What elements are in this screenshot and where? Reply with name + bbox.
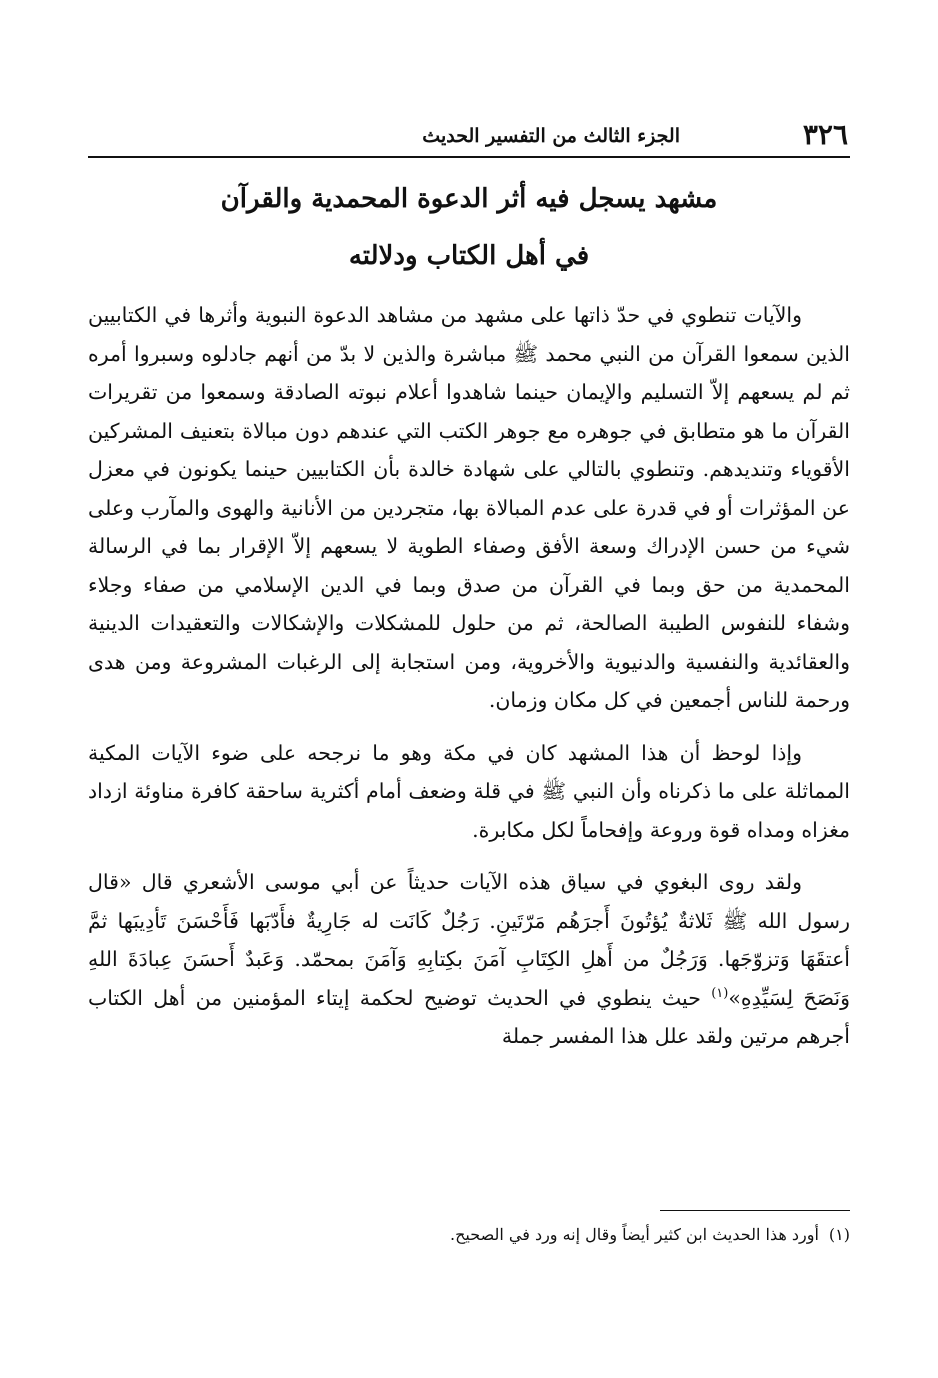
section-title-line-2: في أهل الكتاب ودلالته	[348, 241, 590, 271]
paragraph-3-text-a: ولقد روى البغوي في سياق هذه الآيات حديثاً عن أبي موسى الأشعري قال «قال رسول الله ﷺ ثَلاثةٌ يُؤتُونَ أَجرَهُم مَرّتَينِ. رَجُلٌ كَانَت له جَارِيةٌ فأَدّبَها فَأَحْسَنَ تَأدِيبَها ثمَّ أعتقَهَا وَتزوّجَها. وَرَجُلٌ من أَهلِ الكِتَابِ آمَنَ بكِتابِهِ وَآمَنَ بمحمّد. وَعَبدٌ أَحسَنَ عِبادَةَ اللهِ وَنَصَحَ لِسَيِّدِهِ»	[88, 870, 850, 1010]
running-title: الجزء الثالث من التفسير الحديث	[422, 125, 680, 147]
paragraph-3	[88, 863, 850, 1056]
page-number: ٣٢٦	[802, 118, 848, 151]
section-title-line-1: مشهد يسجل فيه أثر الدعوة المحمدية والقرآن	[220, 184, 718, 214]
footnote-separator	[660, 1210, 850, 1211]
paragraph-1: والآيات تنطوي في حدّ ذاتها على مشهد من مشاهد الدعوة النبوية وأثرها في الكتابيين الذين سمعوا القرآن من النبي محمد ﷺ مباشرة والذين لا بدّ من أنهم جادلوه وسبروا أمره ثم لم يسعهم إلاّ التسليم والإيمان حينما شاهدوا أعلام نبوته الصادقة وسمعوا من تقريرات القرآن ما هو متطابق في جوهره مع جوهر الكتب التي عندهم دون مبالاة بتعنيف المشركين الأقوياء وتنديدهم. وتنطوي بالتالي على شهادة خالدة بأن الكتابيين حينما يكونون في معزل عن المؤثرات أو في قدرة على عدم المبالاة بها، متجردين من الأنانية والهوى والمآرب وعلى شيء من حسن الإدراك وسعة الأفق وصفاء الطوية لا يسعهم إلاّ الإقرار بما في الرسالة المحمدية من حق وبما في القرآن من صدق وبما في الدين الإسلامي من صفاء وجلاء وشفاء للنفوس الطيبة الصالحة، ثم من حلول للمشكلات والإشكالات والتعقيدات الدينية والعقائدية والنفسية والدنيوية والأخروية، ومن استجابة إلى الرغبات المشروعة ومن هدى ورحمة للناس أجمعين في كل مكان وزمان.	[88, 303, 850, 712]
running-header	[88, 112, 850, 158]
footnote	[88, 1222, 850, 1248]
paragraph-3-text-b: حيث ينطوي في الحديث توضيح لحكمة إيتاء المؤمنين من أهل الكتاب أجرهم مرتين ولقد علل هذا المفسر جملة	[88, 985, 850, 1048]
footnote-reference: (١)	[711, 985, 729, 1001]
footnote-text: أورد هذا الحديث ابن كثير أيضاً وقال إنه ورد في الصحيح.	[450, 1225, 819, 1244]
body-text	[88, 296, 850, 1070]
paragraph-2: وإذا لوحظ أن هذا المشهد كان في مكة وهو ما نرجحه على ضوء الآيات المكية المماثلة على ما ذكرناه وأن النبي ﷺ في قلة وضعف أمام أكثرية ساحقة كافرة مناوئة ازداد مغزاه ومداه قوة وروعة وإفحاماً لكل مكابرة.	[88, 740, 850, 842]
footnote-marker: (١)	[828, 1225, 850, 1244]
